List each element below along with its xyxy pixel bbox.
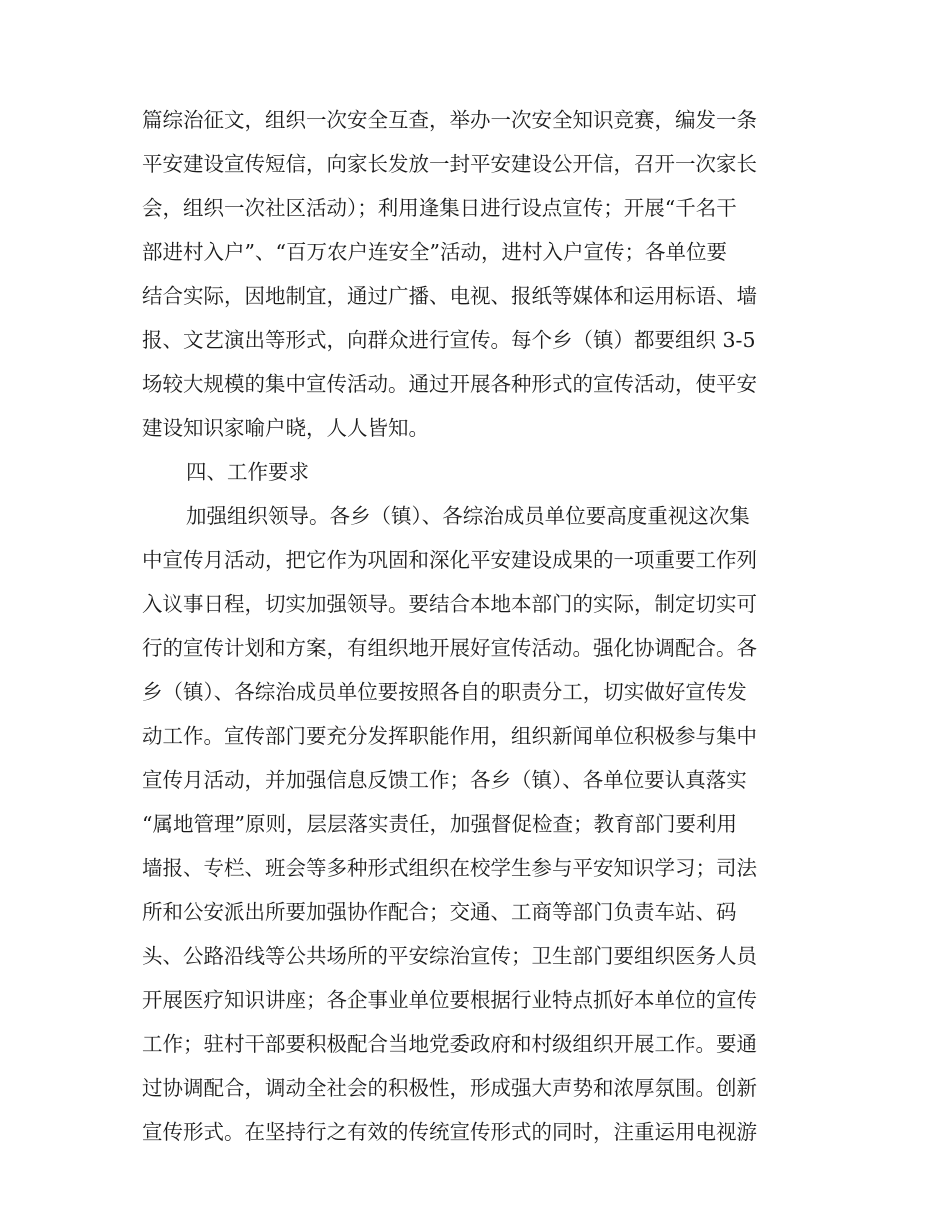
text-line: 中宣传月活动，把它作为巩固和深化平安建设成果的一项重要工作列 — [142, 548, 757, 572]
text-line: 结合实际，因地制宜，通过广播、电视、报纸等媒体和运用标语、墙 — [142, 284, 757, 308]
text-line: 会，组织一次社区活动）；利用逢集日进行设点宣传；开展“千名干 — [142, 196, 737, 220]
text-line: 所和公安派出所要加强协作配合；交通、工商等部门负责车站、码 — [142, 900, 737, 924]
text-line: 宣传形式。在坚持行之有效的传统宣传形式的同时，注重运用电视游 — [142, 1120, 757, 1144]
text-line: 部进村入户”、“百万农户连安全”活动，进村入户宣传；各单位要 — [142, 240, 727, 264]
text-line: 报、文艺演出等形式，向群众进行宣传。每个乡（镇）都要组织 3-5 — [142, 328, 756, 352]
text-line: 建设知识家喻户晓，人人皆知。 — [142, 416, 429, 440]
text-line: 行的宣传计划和方案，有组织地开展好宣传活动。强化协调配合。各 — [142, 636, 757, 660]
text-line: 场较大规模的集中宣传活动。通过开展各种形式的宣传活动，使平安 — [142, 372, 757, 396]
text-line: “属地管理”原则，层层落实责任，加强督促检查；教育部门要利用 — [142, 812, 737, 836]
text-line: 乡（镇）、各综治成员单位要按照各自的职责分工，切实做好宣传发 — [142, 680, 747, 704]
text-line: 篇综治征文，组织一次安全互查，举办一次安全知识竞赛，编发一条 — [142, 108, 757, 132]
text-line: 工作；驻村干部要积极配合当地党委政府和村级组织开展工作。要通 — [142, 1032, 757, 1056]
text-line: 入议事日程，切实加强领导。要结合本地本部门的实际，制定切实可 — [142, 592, 757, 616]
text-line: 平安建设宣传短信，向家长发放一封平安建设公开信，召开一次家长 — [142, 152, 757, 176]
text-line: 宣传月活动，并加强信息反馈工作；各乡（镇）、各单位要认真落实 — [142, 768, 747, 792]
text-line: 动工作。宣传部门要充分发挥职能作用，组织新闻单位积极参与集中 — [142, 724, 757, 748]
text-line: 过协调配合，调动全社会的积极性，形成强大声势和浓厚氛围。创新 — [142, 1076, 757, 1100]
text-line: 墙报、专栏、班会等多种形式组织在校学生参与平安知识学习；司法 — [142, 856, 757, 880]
text-line: 开展医疗知识讲座；各企事业单位要根据行业特点抓好本单位的宣传 — [142, 988, 757, 1012]
section-heading: 四、工作要求 — [186, 460, 309, 484]
paragraph-first-line: 加强组织领导。各乡（镇）、各综治成员单位要高度重视这次集 — [186, 504, 750, 528]
text-line: 头、公路沿线等公共场所的平安综治宣传；卫生部门要组织医务人员 — [142, 944, 757, 968]
